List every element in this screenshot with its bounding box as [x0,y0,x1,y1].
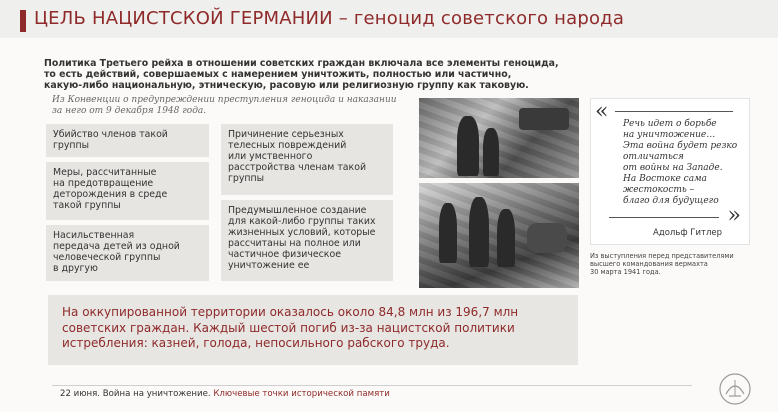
genocide-element-child-transfer [46,225,209,281]
quote-open-mark: « [595,99,609,124]
quote-line: благо для будущего [623,196,719,206]
caption-line: 30 марта 1941 года. [590,268,661,276]
quote-divider-top [615,111,733,112]
box-line: такой группы [53,200,121,211]
box-line: Насильственная [53,230,135,241]
summary-line: На оккупированной территории оказалось около 84,8 млн из 196,7 млн [62,305,519,319]
photo-figure [439,203,457,263]
genocide-element-bodily-harm [221,124,393,195]
quote-text [623,119,737,207]
title-accent-bar [20,10,26,32]
historical-photo-execution [419,183,579,288]
summary-box [48,295,578,365]
quote-line: от войны на Западе. [623,163,723,173]
box-line: жизненных условий, которые [228,227,376,238]
photo-wreckage [519,108,569,130]
intro-line: Политика Третьего рейха в отношении советских граждан включала все элементы геноцида, [44,58,559,69]
quote-line: на уничтожение… [623,130,716,140]
footer-divider [52,385,692,386]
emblem-icon [717,372,753,406]
summary-line: советских граждан. Каждый шестой погиб из-за нацистской политики [62,320,515,335]
intro-line: то есть действий, совершаемых с намерением уничтожить, полностью или частично, [44,69,512,80]
box-line: на предотвращение [53,178,154,189]
box-line: для какой-либо группы таких [228,216,376,227]
photo-figure [497,209,515,267]
quote-line: жестокость – [623,185,695,195]
box-line: Меры, рассчитанные [53,167,157,178]
quote-author: Адольф Гитлер [653,228,723,238]
box-line: человеческой группы [53,252,161,263]
genocide-element-living-conditions [221,200,393,281]
photo-figure [457,116,479,176]
quote-caption [590,252,760,276]
footer [60,389,390,399]
source-line: Из Конвенции о предупреждении преступления геноцида и наказании [52,95,397,105]
box-line: уничтожение ее [228,260,310,271]
photo-figure [527,223,567,253]
box-line: деторождения в среде [53,189,168,200]
box-line: частичное физическое [228,249,341,260]
source-citation [52,95,402,116]
footer-main-text: 22 июня. Война на уничтожение. [60,389,211,399]
box-line: передача детей из одной [53,241,180,252]
box-line: или умственного [228,151,313,162]
box-line: группы [53,140,90,151]
box-line: Причинение серьезных [228,129,344,140]
quote-line: отличаться [623,152,684,162]
box-line: Предумышленное создание [228,205,367,216]
quote-close-mark: » [727,203,741,228]
intro-line: какую-либо национальную, этническую, расовую или религиозную группу как таковую. [44,80,529,91]
summary-line: истребления: казней, голода, непосильного рабского труда. [62,336,450,350]
genocide-element-birth-prevention [46,162,209,220]
page-title: ЦЕЛЬ НАЦИСТСКОЙ ГЕРМАНИИ – геноцид советского народа [34,8,625,29]
footer-accent-text: Ключевые точки исторической памяти [213,389,390,399]
box-line: расстройства членам такой [228,162,367,173]
caption-line: Из выступления перед представителями [590,252,734,260]
box-line: Убийство членов такой [53,129,168,140]
hitler-quote-card [590,98,750,245]
source-line: за него от 9 декабря 1948 года. [52,105,207,116]
photo-figure [483,128,499,176]
photo-figure [469,197,489,267]
historical-photo-ruins [419,98,579,178]
box-line: в другую [53,263,98,274]
quote-line: Речь идет о борьбе [623,119,717,129]
summary-text [62,305,518,352]
caption-line: высшего командования вермахта [590,260,708,268]
box-line: рассчитаны на полное или [228,238,361,249]
quote-line: Эта война будет резко [623,141,738,151]
quote-divider-bottom [609,217,719,218]
box-line: телесных повреждений [228,140,347,151]
genocide-element-killing [46,124,209,157]
box-line: группы [228,173,265,184]
quote-line: На Востоке сама [623,174,707,184]
intro-paragraph [44,58,564,91]
